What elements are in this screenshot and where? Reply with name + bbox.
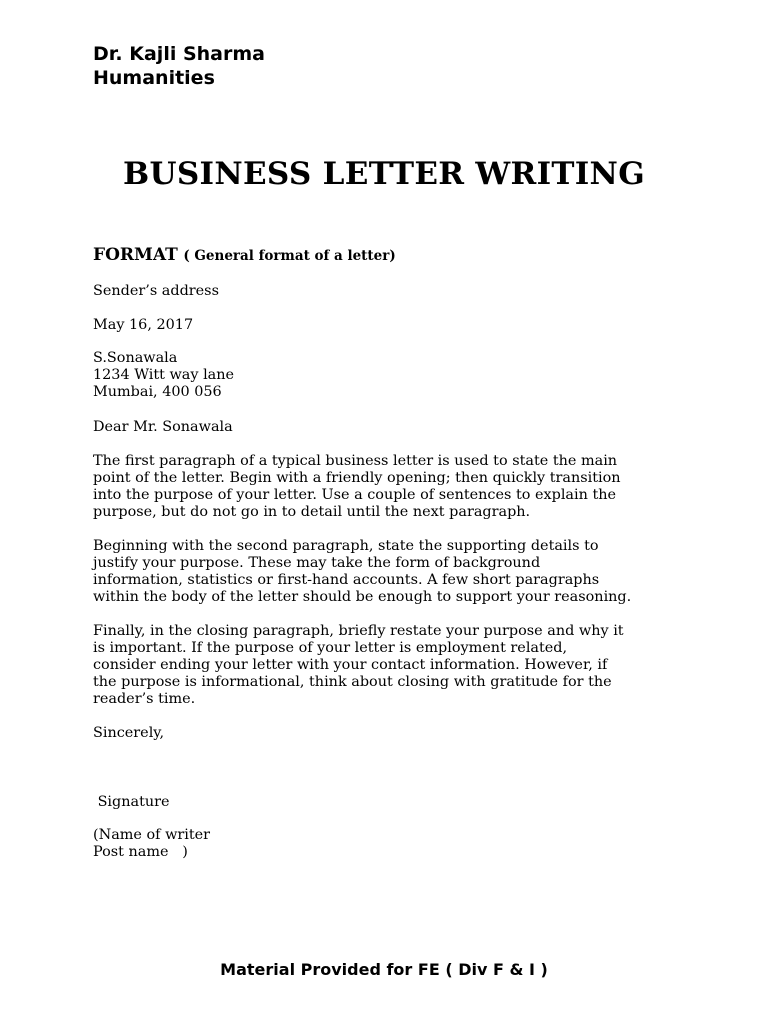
- document-footer: Material Provided for FE ( Div F & I ): [220, 960, 548, 979]
- paragraph-line: information, statistics or first-hand accounts. A few short paragraphs: [93, 572, 600, 588]
- paragraph-line: purpose, but do not go in to detail until the next paragraph.: [93, 504, 531, 520]
- paragraph-line: is important. If the purpose of your letter is employment related,: [93, 640, 568, 656]
- paragraph-line: Finally, in the closing paragraph, briefly restate your purpose and why it: [93, 623, 624, 639]
- format-note: ( General format of a letter): [183, 248, 396, 264]
- salutation-text: Dear Mr. Sonawala: [93, 419, 233, 435]
- letter-date-text: May 16, 2017: [93, 317, 194, 333]
- paragraph-line: The first paragraph of a typical business letter is used to state the main: [93, 453, 618, 469]
- department-name: Humanities: [93, 67, 215, 89]
- sender-address: [93, 283, 693, 300]
- recipient-address: [93, 350, 693, 401]
- signature: [93, 794, 693, 811]
- paragraph-line: consider ending your letter with your contact information. However, if: [93, 657, 608, 673]
- document-title: BUSINESS LETTER WRITING: [123, 156, 645, 192]
- paragraph-line: reader’s time.: [93, 691, 196, 707]
- recipient-line: 1234 Witt way lane: [93, 367, 235, 383]
- paragraph-line: within the body of the letter should be enough to support your reasoning.: [93, 589, 632, 605]
- sender-address-text: Sender’s address: [93, 283, 219, 299]
- signature-text: Signature: [93, 794, 170, 810]
- closing-text: Sincerely,: [93, 725, 165, 741]
- paragraph-2: [93, 538, 693, 606]
- paragraph-1: [93, 453, 693, 521]
- document-header: [93, 42, 265, 90]
- letter-date: [93, 317, 693, 334]
- recipient-line: Mumbai, 400 056: [93, 384, 222, 400]
- writer-name-line: (Name of writer: [93, 827, 211, 843]
- closing: [93, 725, 693, 742]
- paragraph-line: into the purpose of your letter. Use a couple of sentences to explain the: [93, 487, 617, 503]
- paragraph-3: [93, 623, 693, 708]
- salutation: [93, 419, 693, 436]
- paragraph-line: justify your purpose. These may take the form of background: [93, 555, 541, 571]
- paragraph-line: point of the letter. Begin with a friendly opening; then quickly transition: [93, 470, 621, 486]
- author-name: Dr. Kajli Sharma: [93, 43, 265, 65]
- recipient-line: S.Sonawala: [93, 350, 178, 366]
- writer-details: [93, 827, 693, 861]
- paragraph-line: the purpose is informational, think about closing with gratitude for the: [93, 674, 612, 690]
- format-label: FORMAT: [93, 245, 178, 265]
- writer-post-line: Post name ): [93, 844, 188, 860]
- paragraph-line: Beginning with the second paragraph, state the supporting details to: [93, 538, 599, 554]
- format-heading: [93, 245, 396, 265]
